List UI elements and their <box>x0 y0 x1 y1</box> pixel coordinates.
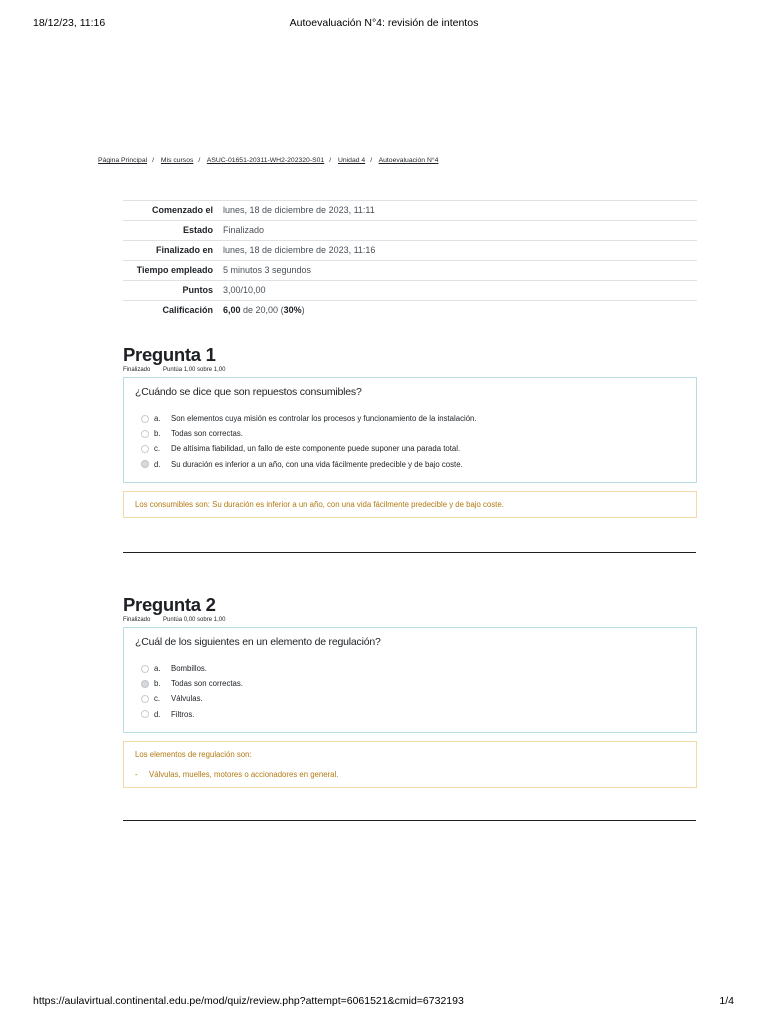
feedback-list-item <box>135 770 685 779</box>
print-header <box>0 17 768 31</box>
answer-letter: c. <box>154 694 161 704</box>
summary-row-grade <box>123 301 697 321</box>
radio-icon[interactable] <box>141 415 149 423</box>
question-divider <box>123 552 696 553</box>
answer-option-b[interactable] <box>135 676 685 691</box>
question-content <box>123 377 697 483</box>
feedback-list-text: Válvulas, muelles, motores o accionadores en general. <box>149 769 339 779</box>
answer-letter: a. <box>154 664 161 674</box>
general-feedback <box>123 491 697 518</box>
question-2 <box>123 595 697 788</box>
breadcrumb: Página Principal / Mis cursos / ASUC-01651-20311-WH2-202320-S01 / Unidad 4 / Autoevaluación N°4 <box>98 157 439 164</box>
question-text: ¿Cuál de los siguientes en un elemento de regulación? <box>135 636 381 648</box>
summary-label: Tiempo empleado <box>123 261 218 281</box>
question-divider <box>123 820 696 821</box>
answer-text: Válvulas. <box>171 694 203 704</box>
question-info <box>123 367 697 376</box>
question-text: ¿Cuándo se dice que son repuestos consumibles? <box>135 386 362 398</box>
print-datetime: 18/12/23, 11:16 <box>33 17 106 29</box>
answer-text: Todas son correctas. <box>171 679 243 689</box>
radio-icon[interactable] <box>141 695 149 703</box>
answer-letter: b. <box>154 429 161 439</box>
radio-icon[interactable] <box>141 665 149 673</box>
answer-text: Todas son correctas. <box>171 429 243 439</box>
radio-icon[interactable] <box>141 430 149 438</box>
answer-letter: d. <box>154 709 161 719</box>
answer-option-d[interactable] <box>135 707 685 722</box>
feedback-dash: - <box>135 769 138 779</box>
summary-row-time <box>123 261 697 281</box>
answer-text: Son elementos cuya misión es controlar los procesos y funcionamiento de la instalación. <box>171 414 477 424</box>
grade-percent: 30% <box>283 305 302 315</box>
answer-option-a[interactable] <box>135 411 685 426</box>
question-title: Pregunta 1 <box>123 344 216 365</box>
answer-letter: b. <box>154 679 161 689</box>
question-grade: Puntúa 1,00 sobre 1,00 <box>163 367 226 373</box>
radio-icon[interactable] <box>141 445 149 453</box>
breadcrumb-home-link[interactable]: Página Principal <box>98 157 148 164</box>
answer-option-b[interactable] <box>135 426 685 441</box>
answer-letter: d. <box>154 459 161 469</box>
breadcrumb-my-courses-link[interactable]: Mis cursos <box>160 157 194 164</box>
summary-value: lunes, 18 de diciembre de 2023, 11:16 <box>218 241 697 261</box>
answer-text: Filtros. <box>171 709 195 719</box>
answer-letter: a. <box>154 414 161 424</box>
summary-row-started <box>123 201 697 221</box>
summary-label: Puntos <box>123 281 218 301</box>
answer-text: De altísima fiabilidad, un fallo de este componente puede suponer una parada total. <box>171 444 461 454</box>
summary-value: Finalizado <box>218 221 697 241</box>
print-page-number: 1/4 <box>719 995 734 1007</box>
answer-option-c[interactable] <box>135 441 685 456</box>
question-state: Finalizado <box>123 367 151 373</box>
grade-value: 6,00 <box>223 305 241 315</box>
attempt-summary-table <box>123 200 697 320</box>
answer-option-d[interactable] <box>135 457 685 472</box>
radio-checked-icon[interactable] <box>141 680 149 688</box>
question-state: Finalizado <box>123 617 151 623</box>
grade-close-paren: ) <box>301 305 305 315</box>
summary-row-finished <box>123 241 697 261</box>
summary-label: Comenzado el <box>123 201 218 221</box>
breadcrumb-course-link[interactable]: ASUC-01651-20311-WH2-202320-S01 <box>206 157 325 164</box>
breadcrumb-unit-link[interactable]: Unidad 4 <box>337 157 366 164</box>
radio-checked-icon[interactable] <box>141 460 149 468</box>
summary-value <box>218 301 697 321</box>
question-title: Pregunta 2 <box>123 594 216 615</box>
summary-value: 3,00/10,00 <box>218 281 697 301</box>
feedback-text: Los elementos de regulación son: <box>135 749 252 759</box>
summary-label: Calificación <box>123 301 218 321</box>
breadcrumb-quiz-link[interactable]: Autoevaluación N°4 <box>378 157 439 164</box>
answer-option-a[interactable] <box>135 661 685 676</box>
summary-label: Estado <box>123 221 218 241</box>
question-content <box>123 627 697 733</box>
feedback-text: Los consumibles son: Su duración es inferior a un año, con una vida fácilmente predecible y de bajo coste. <box>135 499 504 509</box>
answer-letter: c. <box>154 444 161 454</box>
radio-icon[interactable] <box>141 710 149 718</box>
summary-row-points <box>123 281 697 301</box>
summary-value: 5 minutos 3 segundos <box>218 261 697 281</box>
general-feedback <box>123 741 697 788</box>
answer-text: Su duración es inferior a un año, con una vida fácilmente predecible y de bajo coste. <box>171 459 463 469</box>
summary-value: lunes, 18 de diciembre de 2023, 11:11 <box>218 201 697 221</box>
print-title: Autoevaluación N°4: revisión de intentos <box>289 17 479 29</box>
summary-row-state <box>123 221 697 241</box>
print-url: https://aulavirtual.continental.edu.pe/mod/quiz/review.php?attempt=6061521&cmid=6732193 <box>33 995 464 1007</box>
grade-out-of: de 20,00 ( <box>240 305 284 315</box>
answer-text: Bombillos. <box>171 664 207 674</box>
summary-label: Finalizado en <box>123 241 218 261</box>
answer-option-c[interactable] <box>135 691 685 706</box>
question-info <box>123 617 697 626</box>
question-grade: Puntúa 0,00 sobre 1,00 <box>163 617 226 623</box>
question-1 <box>123 345 697 518</box>
